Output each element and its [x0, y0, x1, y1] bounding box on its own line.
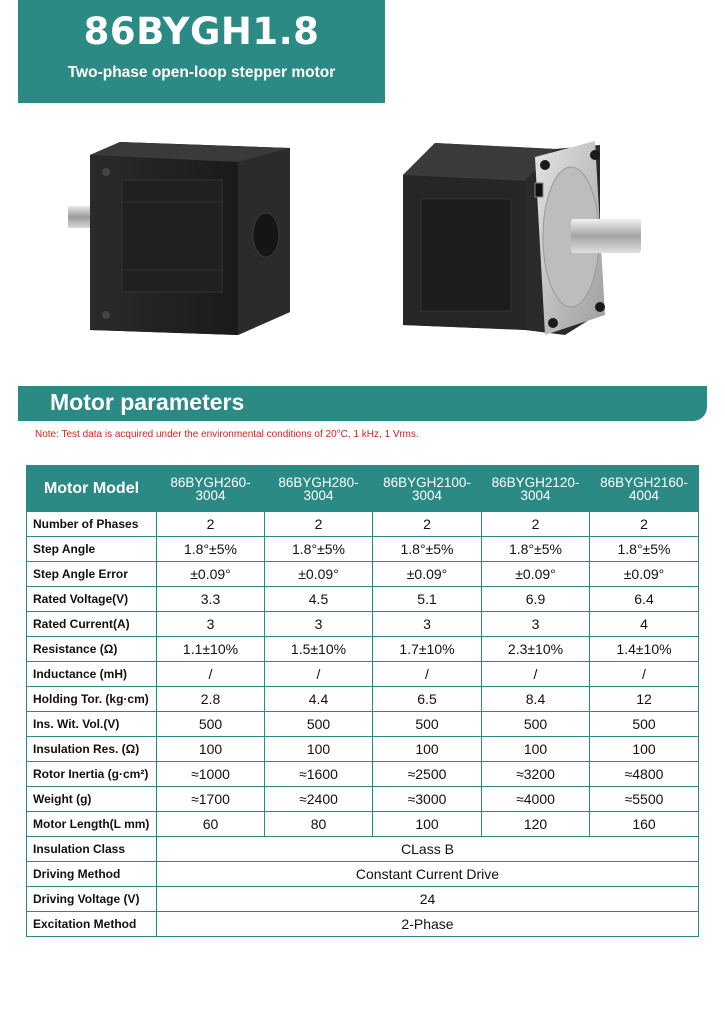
table-row — [27, 712, 699, 737]
table-cell: 1.8°±5% — [373, 537, 482, 562]
table-cell: ≈1000 — [157, 762, 265, 787]
row-label: Weight (g) — [27, 787, 157, 812]
table-header-row — [27, 466, 699, 512]
table-cell: 2 — [482, 512, 590, 537]
table-cell: 4 — [590, 612, 699, 637]
row-label: Ins. Wit. Vol.(V) — [27, 712, 157, 737]
table-cell: 5.1 — [373, 587, 482, 612]
table-cell: 3 — [265, 612, 373, 637]
table-cell: 1.8°±5% — [157, 537, 265, 562]
table-cell: / — [482, 662, 590, 687]
row-label: Holding Tor. (kg·cm) — [27, 687, 157, 712]
table-cell: 500 — [482, 712, 590, 737]
section-title: Motor parameters — [50, 389, 245, 415]
table-cell: 160 — [590, 812, 699, 837]
table-cell: 6.5 — [373, 687, 482, 712]
table-cell: 1.4±10% — [590, 637, 699, 662]
table-cell: 1.1±10% — [157, 637, 265, 662]
table-cell: 6.9 — [482, 587, 590, 612]
table-cell: 100 — [265, 737, 373, 762]
table-cell: ≈1600 — [265, 762, 373, 787]
test-note: Note: Test data is acquired under the environmental conditions of 20°C, 1 kHz, 1 Vrms. — [35, 429, 419, 440]
parameters-table — [26, 465, 699, 937]
table-cell: / — [157, 662, 265, 687]
table-cell: 100 — [373, 737, 482, 762]
row-label: Insulation Class — [27, 837, 157, 862]
table-row — [27, 837, 699, 862]
table-cell: 100 — [157, 737, 265, 762]
table-cell: 6.4 — [590, 587, 699, 612]
table-row — [27, 612, 699, 637]
table-cell: ≈4000 — [482, 787, 590, 812]
model-header: 86BYGH260- 3004 — [157, 466, 265, 512]
table-row — [27, 587, 699, 612]
table-cell: ≈2500 — [373, 762, 482, 787]
table-row — [27, 787, 699, 812]
table-row — [27, 737, 699, 762]
table-row — [27, 762, 699, 787]
table-cell: 1.5±10% — [265, 637, 373, 662]
table-cell: 100 — [373, 812, 482, 837]
section-header — [18, 386, 707, 421]
table-row — [27, 637, 699, 662]
header-label: Motor Model — [27, 466, 157, 512]
row-label: Step Angle Error — [27, 562, 157, 587]
table-cell: ≈1700 — [157, 787, 265, 812]
product-subtitle: Two-phase open-loop stepper motor — [67, 64, 336, 81]
table-cell: 2 — [265, 512, 373, 537]
model-header: 86BYGH2160- 4004 — [590, 466, 699, 512]
table-row — [27, 562, 699, 587]
table-cell: 1.8°±5% — [590, 537, 699, 562]
table-row — [27, 812, 699, 837]
table-cell: ±0.09° — [482, 562, 590, 587]
row-label: Rated Voltage(V) — [27, 587, 157, 612]
table-cell: 3 — [373, 612, 482, 637]
table-cell: ±0.09° — [590, 562, 699, 587]
table-cell: 2 — [590, 512, 699, 537]
table-cell: 4.5 — [265, 587, 373, 612]
table-cell: ≈5500 — [590, 787, 699, 812]
motor-photo-rear — [60, 130, 310, 340]
table-cell: ±0.09° — [373, 562, 482, 587]
table-row — [27, 862, 699, 887]
title-banner — [18, 0, 385, 103]
table-cell: 1.8°±5% — [482, 537, 590, 562]
table-cell: 2.8 — [157, 687, 265, 712]
table-cell: ≈3000 — [373, 787, 482, 812]
table-cell: 4.4 — [265, 687, 373, 712]
table-row — [27, 662, 699, 687]
table-cell: 100 — [482, 737, 590, 762]
table-cell: 12 — [590, 687, 699, 712]
model-header: 86BYGH2100- 3004 — [373, 466, 482, 512]
model-header: 86BYGH280- 3004 — [265, 466, 373, 512]
table-cell: / — [373, 662, 482, 687]
row-label: Insulation Res. (Ω) — [27, 737, 157, 762]
row-label: Inductance (mH) — [27, 662, 157, 687]
table-cell: 2 — [157, 512, 265, 537]
row-label: Number of Phases — [27, 512, 157, 537]
table-row — [27, 687, 699, 712]
table-cell: / — [590, 662, 699, 687]
table-cell: ±0.09° — [265, 562, 373, 587]
merged-cell: 2-Phase — [157, 912, 699, 937]
table-cell: 80 — [265, 812, 373, 837]
model-header: 86BYGH2120- 3004 — [482, 466, 590, 512]
table-cell: 1.7±10% — [373, 637, 482, 662]
table-cell: 3.3 — [157, 587, 265, 612]
row-label: Rated Current(A) — [27, 612, 157, 637]
merged-cell: CLass B — [157, 837, 699, 862]
row-label: Driving Method — [27, 862, 157, 887]
table-cell: 2 — [373, 512, 482, 537]
table-cell: ≈4800 — [590, 762, 699, 787]
product-title: 86BYGH1.8 — [83, 10, 320, 53]
table-cell: 100 — [590, 737, 699, 762]
table-cell: ±0.09° — [157, 562, 265, 587]
row-label: Excitation Method — [27, 912, 157, 937]
table-cell: 120 — [482, 812, 590, 837]
table-cell: ≈3200 — [482, 762, 590, 787]
row-label: Resistance (Ω) — [27, 637, 157, 662]
table-cell: 500 — [265, 712, 373, 737]
merged-cell: Constant Current Drive — [157, 862, 699, 887]
table-cell: 2.3±10% — [482, 637, 590, 662]
row-label: Driving Voltage (V) — [27, 887, 157, 912]
row-label: Motor Length(L mm) — [27, 812, 157, 837]
table-cell: 1.8°±5% — [265, 537, 373, 562]
table-row — [27, 512, 699, 537]
table-cell: 500 — [373, 712, 482, 737]
merged-cell: 24 — [157, 887, 699, 912]
row-label: Step Angle — [27, 537, 157, 562]
table-cell: / — [265, 662, 373, 687]
table-cell: ≈2400 — [265, 787, 373, 812]
table-row — [27, 912, 699, 937]
row-label: Rotor Inertia (g·cm²) — [27, 762, 157, 787]
motor-photo-front — [395, 135, 660, 345]
table-row — [27, 887, 699, 912]
table-cell: 8.4 — [482, 687, 590, 712]
table-row — [27, 537, 699, 562]
table-cell: 3 — [157, 612, 265, 637]
table-cell: 500 — [157, 712, 265, 737]
table-cell: 60 — [157, 812, 265, 837]
table-cell: 3 — [482, 612, 590, 637]
table-cell: 500 — [590, 712, 699, 737]
